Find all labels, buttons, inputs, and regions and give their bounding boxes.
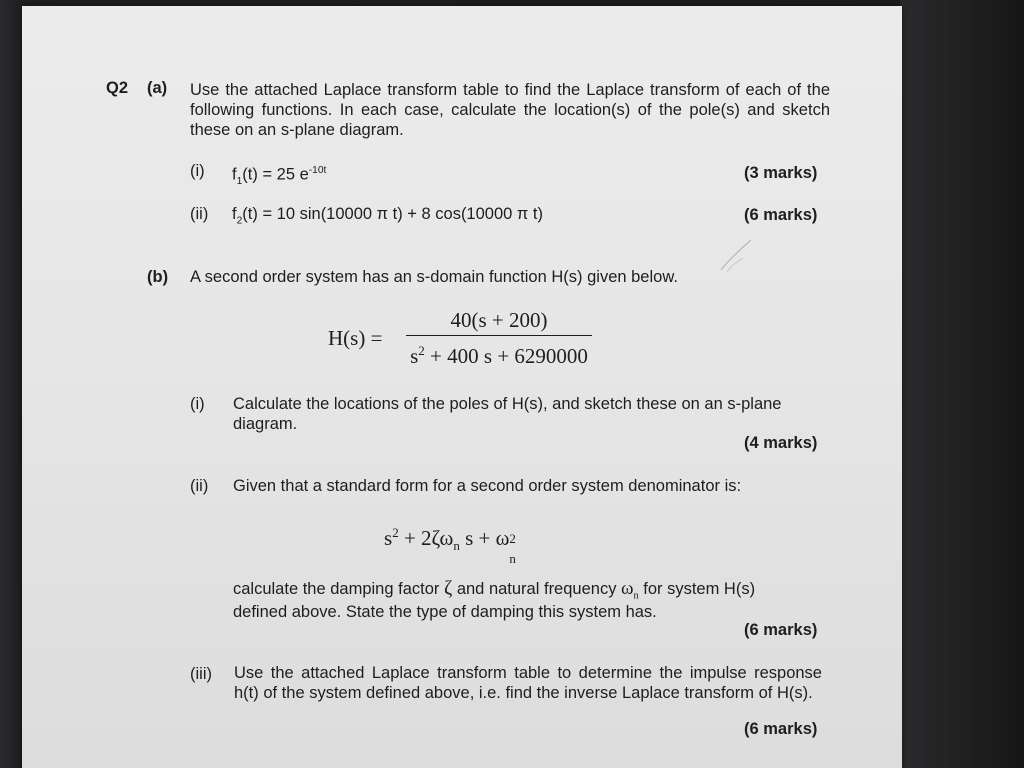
question-label: Q2 (106, 79, 129, 97)
transfer-function-denominator: $s^2 + 400$ s + 6290000 (406, 335, 592, 368)
part-b-ii-text: Given that a standard form for a second order system denominator is: (233, 477, 742, 495)
pen-mark-icon (717, 236, 757, 276)
part-a-i-expression: $f_1(t) = 25$ $e^{-10t}$ (232, 165, 327, 187)
part-b-iii-label: (iii) (190, 665, 212, 683)
part-a-i-marks: (3 marks) (744, 164, 818, 182)
transfer-function-lhs: H(s) = (328, 326, 383, 350)
exam-page (22, 6, 902, 768)
part-b-ii-question-cont: defined above. State the type of damping this system has. (233, 603, 657, 621)
part-a-ii-marks: (6 marks) (744, 206, 818, 224)
part-b-i-text: Calculate the locations of the poles of H(s), and sketch these on an s-plane diagram. (233, 395, 782, 433)
part-a-label: (a) (147, 79, 168, 97)
part-a-i-label: (i) (190, 162, 205, 180)
part-b-label: (b) (147, 268, 169, 286)
background-desk (900, 0, 1024, 768)
part-b-i-label: (i) (190, 395, 205, 413)
part-b-intro: A second order system has an s-domain function H(s) given below. (190, 268, 678, 286)
part-b-ii-marks: (6 marks) (744, 621, 818, 639)
part-b-i-marks: (4 marks) (744, 434, 818, 452)
part-a-ii-label: (ii) (190, 205, 209, 223)
part-a-instruction: Use the attached Laplace transform table to find the Laplace transform of each of the following functions. In each case, calculate the location(s) of the pole(s) and sketch these on an s-plane diagram. (190, 81, 830, 139)
part-b-iii-text: Use the attached Laplace transform table to determine the impulse response h(t) of the system defined above, i.e. find the inverse Laplace transform of H(s). (234, 664, 822, 702)
part-b-iii-marks: (6 marks) (744, 720, 818, 738)
part-a-ii-expression: $f_2(t) = 10$ sin(10000 π t) + 8 cos(10000 π t) (232, 205, 543, 227)
transfer-function-fraction (392, 308, 606, 368)
transfer-function-numerator: 40(s + 200) (450, 308, 548, 332)
standard-form-equation: $s^2 + 2\zeta\omega_n$ s + ω 2 n (384, 525, 516, 566)
part-b-ii-label: (ii) (190, 477, 209, 495)
part-b-ii-question: calculate the damping factor ζ and natural frequency $\omega_n$ for system H(s) (233, 577, 756, 602)
